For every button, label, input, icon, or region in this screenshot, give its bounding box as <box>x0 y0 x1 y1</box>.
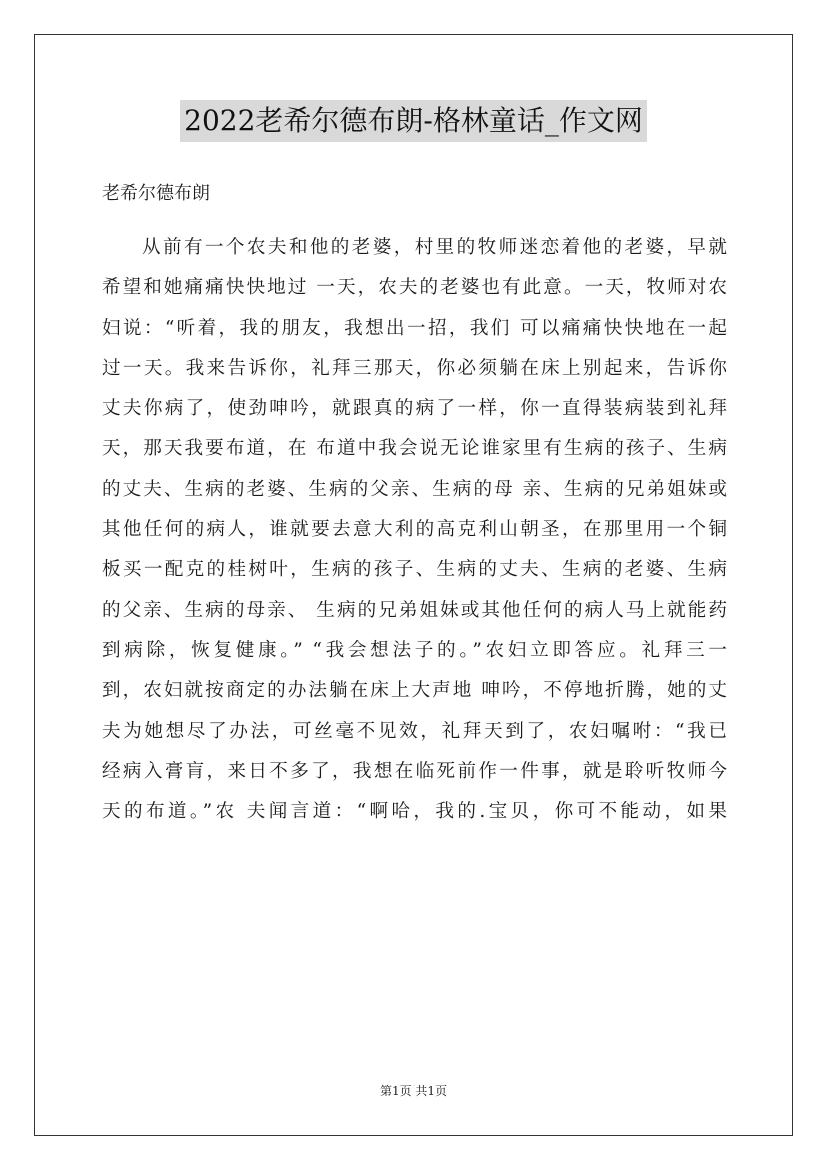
text-line: 经病入膏肓，来日不多了，我想在临死前作一件事，就是聆听牧师今 <box>102 760 727 782</box>
title-container <box>0 100 827 142</box>
text-line: 妇说：“听着，我的朋友，我想出一招，我们 可以痛痛快快地在一起 <box>102 317 727 339</box>
body-paragraph <box>102 228 727 832</box>
text-line: 天的布道。”农 夫闻言道：“啊哈，我的.宝贝，你可不能动，如果 <box>102 801 727 823</box>
text-line: 板买一配克的桂树叶，生病的孩子、生病的丈夫、生病的老婆、生病 <box>102 559 727 581</box>
text-line: 天，那天我要布道，在 布道中我会说无论谁家里有生病的孩子、生病 <box>102 438 727 460</box>
document-subtitle: 老希尔德布朗 <box>102 183 210 204</box>
text-line: 到病除，恢复健康。” “我会想法子的。”农妇立即答应。礼拜三一 <box>102 639 727 661</box>
text-line: 希望和她痛痛快快地过 一天，农夫的老婆也有此意。一天，牧师对农 <box>102 277 727 299</box>
text-line: 其他任何的病人，谁就要去意大利的高克利山朝圣，在那里用一个铜 <box>102 519 727 541</box>
page-footer: 第1页 共1页 <box>379 1084 448 1098</box>
text-line: 到，农妇就按商定的办法躺在床上大声地 呻吟，不停地折腾，她的丈 <box>102 680 727 702</box>
text-line: 丈夫你病了，使劲呻吟，就跟真的病了一样，你一直得装病装到礼拜 <box>102 398 727 420</box>
text-line: 的父亲、生病的母亲、 生病的兄弟姐妹或其他任何的病人马上就能药 <box>102 599 727 621</box>
text-line: 过一天。我来告诉你，礼拜三那天，你必须躺在床上别起来，告诉你 <box>102 357 727 379</box>
document-title: 2022老希尔德布朗-格林童话_作文网 <box>180 100 647 142</box>
text-line: 夫为她想尽了办法，可丝毫不见效，礼拜天到了，农妇嘱咐：“我已 <box>102 720 727 742</box>
text-line: 从前有一个农夫和他的老婆，村里的牧师迷恋着他的老婆，早就 <box>142 237 727 258</box>
text-line: 的丈夫、生病的老婆、生病的父亲、生病的母 亲、生病的兄弟姐妹或 <box>102 478 727 500</box>
